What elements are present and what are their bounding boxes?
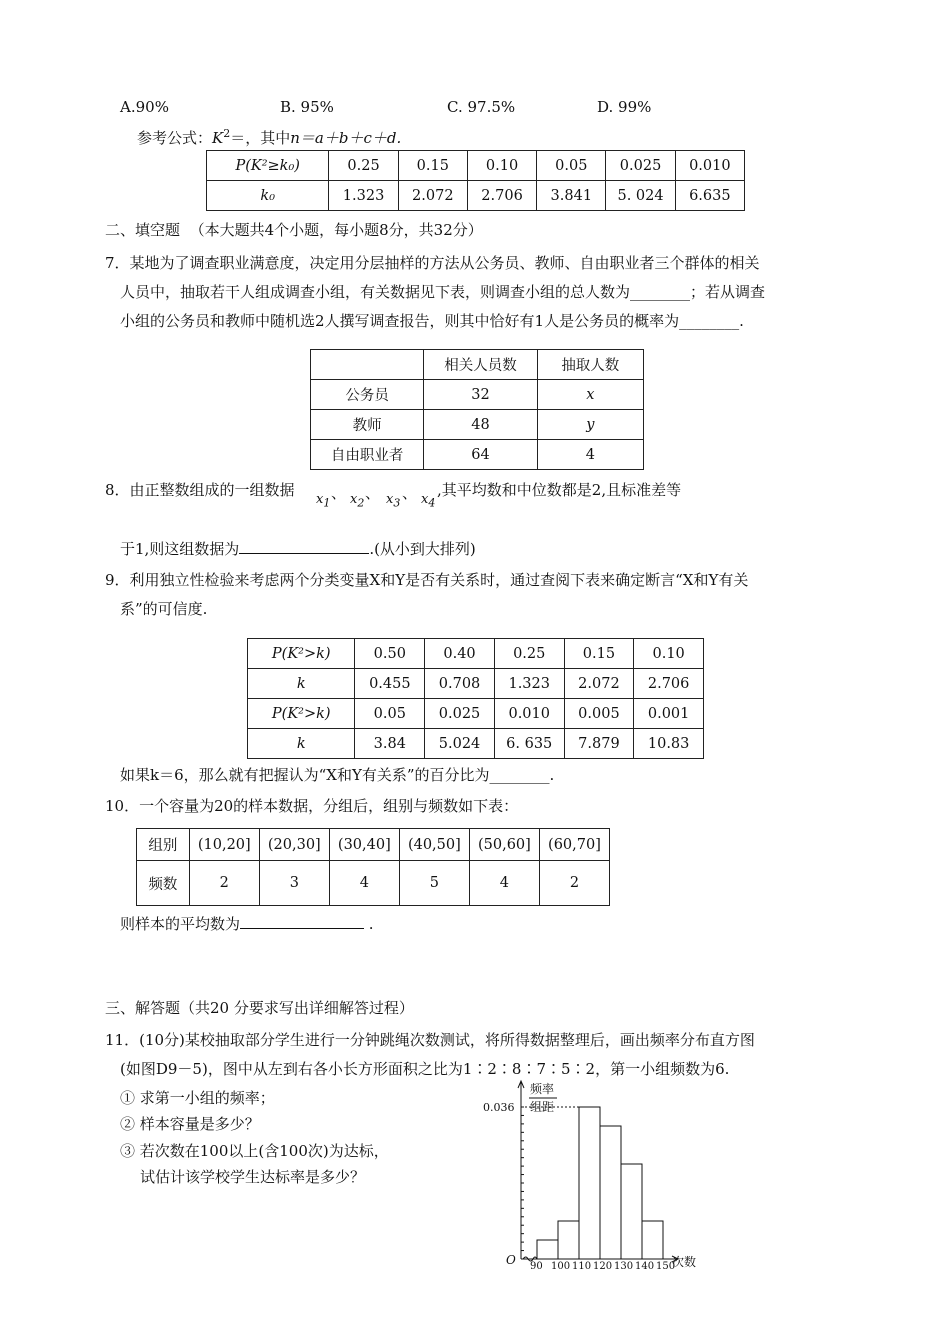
sampling-table	[310, 349, 644, 470]
table-row	[207, 151, 745, 181]
q9-line-1: 9．利用独立性检验来考虑两个分类变量X和Y是否有关系时，通过查阅下表来确定断言“X和Y有关	[105, 571, 749, 589]
table-cell: 频数	[137, 861, 190, 906]
option-a: A.90%	[120, 98, 169, 116]
y-label-bottom: 组距	[530, 1100, 555, 1114]
section-title: 二、填空题	[105, 221, 181, 239]
table-cell: 0.025	[606, 151, 675, 181]
answer-blank	[240, 914, 364, 929]
q8-var-x4	[421, 492, 435, 510]
q10-text: 则样本的平均数为	[120, 915, 241, 933]
table-cell: 0.010	[494, 699, 564, 729]
table-cell: k	[248, 669, 355, 699]
histogram-bar	[537, 1240, 558, 1259]
table-row	[311, 350, 644, 380]
table-cell: 1.323	[494, 669, 564, 699]
x-tick-label: 100	[551, 1261, 571, 1272]
x-tick-label: 120	[593, 1261, 613, 1272]
table-cell: 0.10	[467, 151, 536, 181]
table-cell: 教师	[311, 410, 424, 440]
q9-followup: 如果k＝6，那么就有把握认为“X和Y有关系”的百分比为________.	[120, 766, 555, 784]
table-cell: 4	[329, 861, 399, 906]
x-tick-label: 140	[635, 1261, 655, 1272]
formula-eq: ＝，其中	[230, 129, 291, 147]
table-cell: 2	[189, 861, 259, 906]
q10-followup	[120, 913, 374, 934]
option-c: C. 97.5%	[447, 98, 516, 116]
table-cell: 10.83	[634, 729, 704, 759]
table-cell: 0.708	[425, 669, 495, 699]
table-cell: (20,30]	[259, 829, 329, 861]
table-row	[248, 669, 704, 699]
table-cell: 0.15	[564, 639, 634, 669]
q8-line-1-b: ,其平均数和中位数都是2,且标准差等	[437, 481, 682, 499]
formula-k: K	[212, 129, 224, 147]
q8-var-x1	[316, 492, 330, 510]
q7-line-3: 小组的公务员和教师中随机选2人撰写调查报告，则其中恰好有1人是公务员的概率为________.	[120, 312, 744, 330]
table-cell: 6. 635	[494, 729, 564, 759]
table-cell: 4	[469, 861, 539, 906]
table-cell: 2	[539, 861, 609, 906]
table-cell: 0.25	[494, 639, 564, 669]
option-d: D. 99%	[597, 98, 652, 116]
table-cell	[311, 350, 424, 380]
q8-sep-1: 、	[331, 484, 347, 502]
table-cell: (40,50]	[399, 829, 469, 861]
formula-label: 参考公式：	[137, 129, 213, 147]
table-cell: 2.072	[564, 669, 634, 699]
table-cell: (60,70]	[539, 829, 609, 861]
table-cell: 48	[424, 410, 537, 440]
q11-item-1: ① 求第一小组的频率；	[120, 1089, 275, 1107]
table-cell: 3	[259, 861, 329, 906]
x-tick-label: 130	[614, 1261, 634, 1272]
table-cell: 3.84	[355, 729, 425, 759]
frequency-histogram	[480, 1078, 710, 1278]
table-cell: 0.40	[425, 639, 495, 669]
table-cell: 4	[537, 440, 643, 470]
q7-line-2: 人员中，抽取若干人组成调查小组，有关数据见下表，则调查小组的总人数为________；若从调查	[120, 283, 766, 301]
table-cell: 2.706	[634, 669, 704, 699]
table-cell: 公务员	[311, 380, 424, 410]
histogram-bar	[642, 1221, 663, 1259]
var-x: x	[316, 492, 324, 507]
q11-line-2: (如图D9－5)，图中从左到右各小长方形面积之比为1∶2∶8∶7∶5∶2，第一小组频数为6.	[120, 1060, 730, 1078]
q10-text-end: .	[364, 915, 374, 933]
table-row	[248, 639, 704, 669]
x-axis-label: 次数	[672, 1255, 697, 1269]
formula-sup: 2	[223, 127, 231, 140]
table-cell: 组别	[137, 829, 190, 861]
q8-var-x2	[350, 492, 364, 510]
table-row	[311, 410, 644, 440]
table-cell: 0.25	[329, 151, 398, 181]
table-row	[311, 440, 644, 470]
table-cell: 0.05	[537, 151, 606, 181]
table-cell: (10,20]	[189, 829, 259, 861]
table-cell: 2.706	[467, 181, 536, 211]
table-cell: (30,40]	[329, 829, 399, 861]
table-cell: 2.072	[398, 181, 467, 211]
table-cell: 抽取人数	[537, 350, 643, 380]
histogram-bar	[579, 1107, 600, 1259]
table-cell: 64	[424, 440, 537, 470]
table-cell: 0.50	[355, 639, 425, 669]
answer-blank	[239, 539, 369, 554]
q11-item-3-cont: 试估计该学校学生达标率是多少？	[140, 1168, 366, 1186]
var-x: x	[386, 492, 394, 507]
table-cell: k	[248, 729, 355, 759]
y-tick-label: 0.036	[483, 1101, 515, 1114]
q11-item-3: ③ 若次数在100以上(含100次)为达标，	[120, 1142, 389, 1160]
table-row	[248, 729, 704, 759]
q11-item-2: ② 样本容量是多少？	[120, 1115, 260, 1133]
var-sub: 3	[393, 496, 401, 510]
table-cell: P(K²≥k₀)	[207, 151, 329, 181]
table-cell: 0.010	[675, 151, 744, 181]
reference-formula	[137, 127, 401, 148]
section-2-heading	[105, 219, 483, 240]
q7-line-1: 7．某地为了调查职业满意度，决定用分层抽样的方法从公务员、教师、自由职业者三个群体的相关	[105, 254, 760, 272]
q10-line-1: 10．一个容量为20的样本数据，分组后，组别与频数如下表：	[105, 797, 519, 815]
independence-test-table	[247, 638, 704, 759]
table-cell: P(K²>k)	[248, 699, 355, 729]
table-cell: k₀	[207, 181, 329, 211]
table-cell: (50,60]	[469, 829, 539, 861]
table-row	[207, 181, 745, 211]
table-row	[311, 380, 644, 410]
table-cell: 0.10	[634, 639, 704, 669]
q8-text: 于1,则这组数据为	[120, 540, 240, 558]
table-cell: 5.024	[425, 729, 495, 759]
table-row	[248, 699, 704, 729]
table-cell: 0.001	[634, 699, 704, 729]
table-cell: 32	[424, 380, 537, 410]
var-sub: 4	[428, 496, 436, 510]
table-row	[137, 861, 610, 906]
x-tick-label: 110	[572, 1261, 592, 1272]
table-cell: 0.025	[425, 699, 495, 729]
frequency-table	[136, 828, 610, 906]
q8-sep-2: 、	[365, 484, 381, 502]
section-3-heading: 三、解答题（共20 分要求写出详细解答过程）	[105, 999, 414, 1017]
table-cell: 0.15	[398, 151, 467, 181]
q8-line-1-a: 8．由正整数组成的一组数据	[105, 481, 295, 499]
histogram-bar	[558, 1221, 579, 1259]
q8-sep-3: 、	[402, 484, 418, 502]
table-row	[137, 829, 610, 861]
y-label-top: 频率	[530, 1082, 555, 1096]
histogram-bar	[621, 1164, 642, 1259]
var-x: x	[421, 492, 429, 507]
option-b: B. 95%	[280, 98, 334, 116]
table-cell: 相关人员数	[424, 350, 537, 380]
x-tick-label: 150	[656, 1261, 676, 1272]
q8-var-x3	[386, 492, 400, 510]
table-cell: 0.005	[564, 699, 634, 729]
q11-line-1: 11．(10分)某校抽取部分学生进行一分钟跳绳次数测试，将所得数据整理后，画出频率分布直方图	[105, 1031, 755, 1049]
table-cell: x	[537, 380, 643, 410]
table-cell: 3.841	[537, 181, 606, 211]
formula-n: n＝a＋b＋c＋d.	[290, 129, 402, 147]
var-sub: 2	[357, 496, 365, 510]
q9-line-2: 系”的可信度.	[120, 600, 208, 618]
origin-label: O	[506, 1253, 516, 1267]
table-cell: 0.455	[355, 669, 425, 699]
table-cell: y	[537, 410, 643, 440]
q8-line-2	[120, 538, 476, 559]
critical-value-table	[206, 150, 745, 211]
histogram-bar	[600, 1126, 621, 1259]
table-cell: 0.05	[355, 699, 425, 729]
table-cell: 5	[399, 861, 469, 906]
section-note: （本大题共4个小题，每小题8分，共32分）	[189, 221, 483, 239]
table-cell: 1.323	[329, 181, 398, 211]
var-sub: 1	[323, 496, 331, 510]
table-cell: 自由职业者	[311, 440, 424, 470]
table-cell: P(K²>k)	[248, 639, 355, 669]
table-cell: 7.879	[564, 729, 634, 759]
table-cell: 5. 024	[606, 181, 675, 211]
var-x: x	[350, 492, 358, 507]
table-cell: 6.635	[675, 181, 744, 211]
x-tick-label: 90	[530, 1261, 543, 1272]
q8-text-end: .(从小到大排列)	[369, 540, 476, 558]
